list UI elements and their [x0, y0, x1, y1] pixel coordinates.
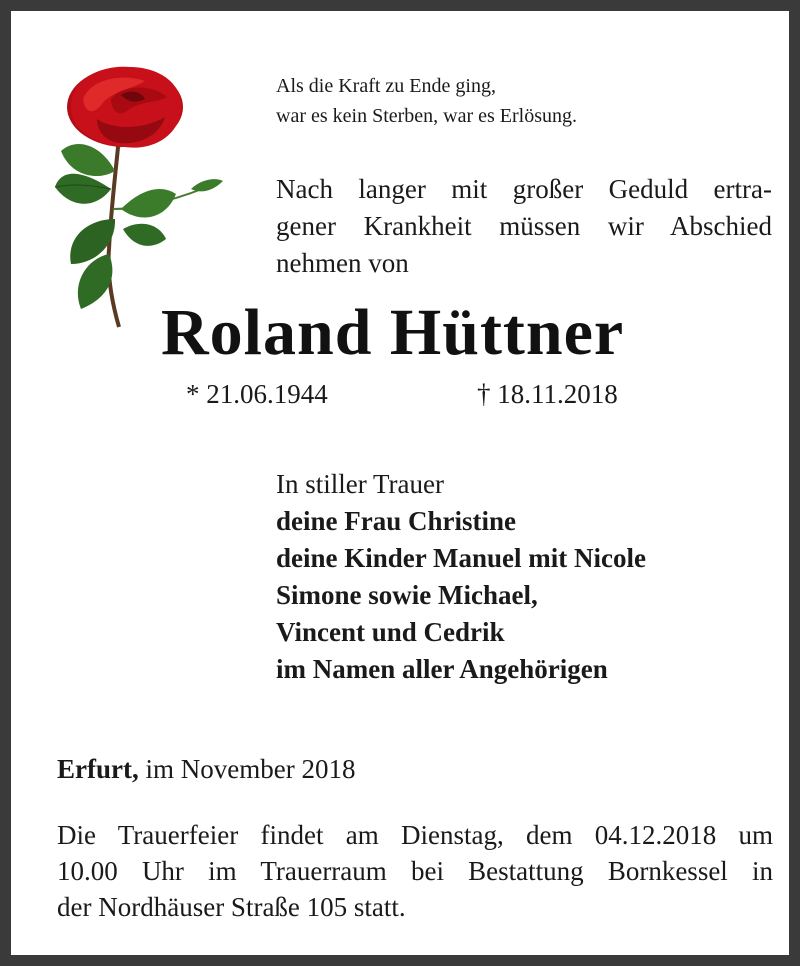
mourners-block: [276, 466, 646, 688]
intro-line-1: Nach langer mit großer Geduld ertra-: [276, 174, 772, 204]
funeral-line-2: 10.00 Uhr im Trauerraum bei Bestattung Bornkessel in: [57, 856, 773, 886]
motto-line-1: Als die Kraft zu Ende ging,: [276, 75, 496, 97]
intro-text: [276, 171, 772, 282]
funeral-line-3: der Nordhäuser Straße 105 statt.: [57, 892, 406, 922]
mourner-line: deine Kinder Manuel mit Nicole: [276, 543, 646, 573]
mourner-line: Simone sowie Michael,: [276, 580, 538, 610]
birth-date: * 21.06.1944: [186, 379, 328, 409]
intro-line-2: gener Krankheit müssen wir Abschied: [276, 211, 772, 241]
motto-verse: [276, 71, 577, 131]
deceased-name: Roland Hüttner: [161, 296, 625, 369]
mourner-line: Vincent und Cedrik: [276, 617, 505, 647]
mourner-line: deine Frau Christine: [276, 506, 516, 536]
funeral-line-1: Die Trauerfeier findet am Dienstag, dem 04.12.2018 um: [57, 820, 773, 850]
mourning-heading: In stiller Trauer: [276, 469, 444, 499]
place-and-date: [57, 751, 355, 787]
place-date: im November 2018: [138, 754, 356, 784]
motto-line-2: war es kein Sterben, war es Erlösung.: [276, 105, 578, 127]
funeral-notice: [57, 817, 773, 925]
place-city: Erfurt,: [57, 754, 139, 784]
intro-line-3: nehmen von: [276, 248, 409, 278]
mourner-line: im Namen aller Angehörigen: [276, 654, 608, 684]
death-date: † 18.11.2018: [477, 379, 618, 409]
